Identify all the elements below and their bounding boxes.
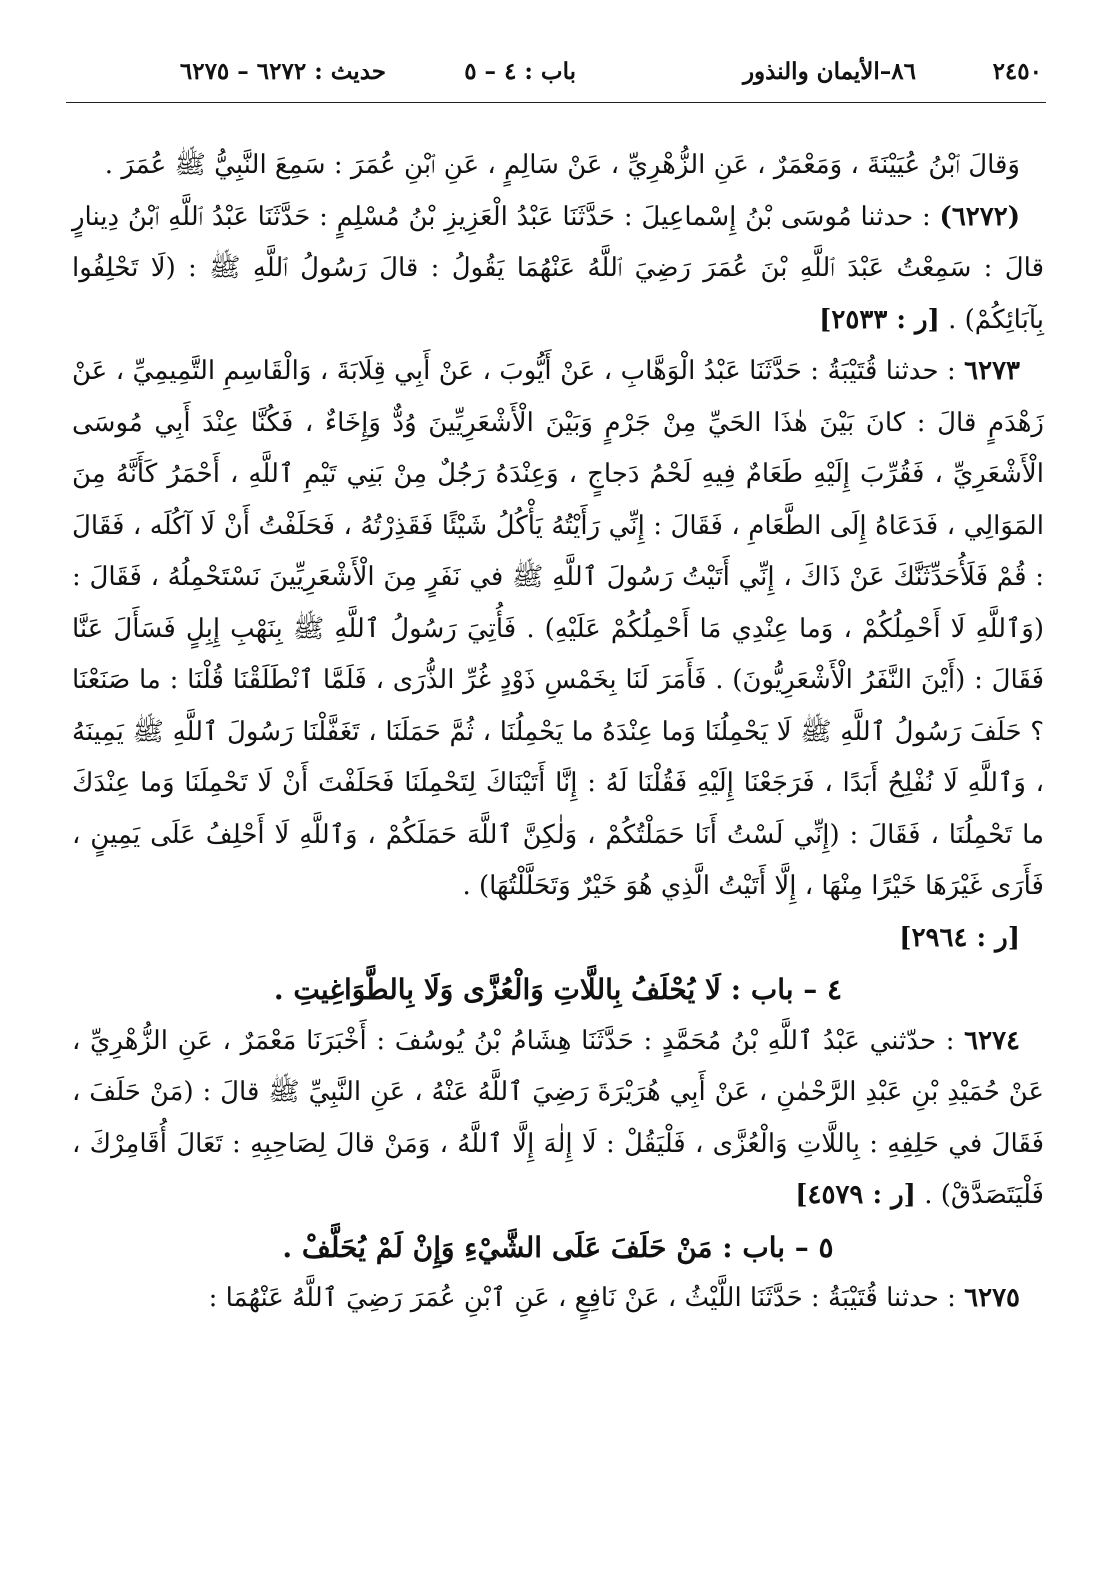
header-divider — [66, 102, 1046, 103]
book-title: ٨٦–الأيمان والنذور — [742, 58, 916, 85]
cross-reference-line — [72, 913, 1044, 965]
hadith-6273 — [72, 346, 1044, 913]
hadith-number: (٦٢٧٢) — [939, 201, 1020, 232]
chapter-heading-4: ٤ – باب : لَا يُحْلَفُ بِاللَّاتِ وَالْعُزَّى وَلَا بِالطَّوَاغِيتِ . — [273, 973, 843, 1006]
hadith-number: ٦٢٧٤ — [964, 1025, 1020, 1056]
chapter-range: باب : ٤ – ٥ — [464, 58, 576, 85]
cross-reference: [ر : ٢٩٦٤] — [899, 922, 1020, 953]
page-body — [72, 140, 1044, 1325]
hadith-text: : حدثنا قُتَيْبَةُ : حَدَّثَنَا عَبْدُ الْوَهَّابِ ، عَنْ أَيُّوبَ ، عَنْ أَبِي قِلَابَةَ ، وَالْقَاسِمِ التَّمِيمِيِّ ، عَنْ زَهْدَمٍ قالَ : كانَ بَيْنَ هٰذَا الحَيِّ مِنْ جَرْمٍ وَبَيْنَ الْأَشْعَرِيِّينَ وُدٌّ وَإِخَاءٌ ، فَكُنَّا عِنْدَ أَبِي مُوسَى الْأَشْعَرِيِّ ، فَقُرِّبَ إِلَيْهِ طَعَامٌ فِيهِ لَحْمُ دَجاجٍ ، وَعِنْدَهُ رَجُلٌ مِنْ بَنِي تَيْمِ ٱللَّهِ ، أَحْمَرُ كَأَنَّهُ مِنَ المَوَالِي ، فَدَعَاهُ إِلَى الطَّعَامِ ، فَقَالَ : إِنِّي رَأَيْتُهُ يَأْكُلُ شَيْئًا فَقَذِرْتُهُ ، فَحَلَفْتُ أَنْ لَا آكُلَه ، فَقَالَ : قُمْ فَلَأُحَدِّثَنَّكَ عَنْ ذَاكَ ، إِنِّي أَتَيْتُ رَسُولَ ٱللَّهِ ﷺ في نَفَرٍ مِنَ الْأَشْعَرِيِّينَ نَسْتَحْمِلُهُ ، فَقَالَ : (وَٱللَّهِ لَا أَحْمِلُكُمْ ، وَما عِنْدِي مَا أَحْمِلُكُمْ عَلَيْهِ) . فَأُتِيَ رَسُولُ ٱللَّهِ ﷺ بِنَهْبِ إِبِلٍ فَسَأَلَ عَنَّا فَقَالَ : (أَيْنَ النَّفَرُ الْأَشْعَرِيُّونَ) . فَأَمَرَ لَنَا بِخَمْسِ ذَوْدٍ غُرِّ الذُّرَى ، فَلَمَّا ٱنْطَلَقْنَا قُلْنَا : ما صَنَعْنَا ؟ حَلَفَ رَسُولُ ٱللَّهِ ﷺ لَا يَحْمِلُنَا وَما عِنْدَهُ ما يَحْمِلُنَا ، ثُمَّ حَمَلَنَا ، تَغَفَّلْنَا رَسُولَ ٱللَّهِ ﷺ يَمِينَهُ ، وَٱللَّهِ لَا نُفْلِحُ أَبَدًا ، فَرَجَعْنَا إِلَيْهِ فَقُلْنَا لَهُ : إِنَّا أَتَيْنَاكَ لِتَحْمِلَنَا فَحَلَفْتَ أَنْ لَا تَحْمِلَنَا وَما عِنْدَكَ ما تَحْمِلُنَا ، فَقَالَ : (إِنِّي لَسْتُ أَنَا حَمَلْتُكُمْ ، وَلٰكِنَّ ٱللَّهَ حَمَلَكُمْ ، وَٱللَّهِ لَا أَحْلِفُ عَلَى يَمِينٍ ، فَأَرَى غَيْرَهَا خَيْرًا مِنْهَا ، إِلَّا أَتَيْتُ الَّذِي هُوَ خَيْرٌ وَتَحَلَّلْتُهَا) . — [72, 356, 1044, 901]
hadith-text: : حدّثني عَبْدُ ٱللَّهِ بْنُ مُحَمَّدٍ : حَدَّثَنَا هِشَامُ بْنُ يُوسُفَ : أَخْبَرَنَا مَعْمَرٌ ، عَنِ الزُّهْرِيِّ ، عَنْ حُمَيْدِ بْنِ عَبْدِ الرَّحْمٰنِ ، عَنْ أَبِي هُرَيْرَةَ رَضِيَ ٱللَّهُ عَنْهُ ، عَنِ النَّبِيِّ ﷺ قالَ : (مَنْ حَلَفَ ، فَقَالَ في حَلِفِهِ : بِاللَّاتِ وَالْعُزَّى ، فَلْيَقُلْ : لَا إِلٰهَ إِلَّا ٱللَّهُ ، وَمَنْ قالَ لِصَاحِبِهِ : تَعَالَ أُقَامِرْكَ ، فَلْيَتَصَدَّقْ) . — [72, 1025, 1044, 1210]
hadith-range: حديث : ٦٢٧٢ – ٦٢٧٥ — [179, 58, 386, 85]
narration-note — [72, 140, 1044, 192]
page-header — [66, 52, 1046, 92]
hadith-text: : حدثنا مُوسَى بْنُ إِسْماعِيلَ : حَدَّثَنَا عَبْدُ الْعَزِيزِ بْنُ مُسْلِمٍ : حَدَّثَنَا عَبْدُ ٱللَّهِ ٱبْنُ دِينارٍ قالَ : سَمِعْتُ عَبْدَ ٱللَّهِ بْنَ عُمَرَ رَضِيَ ٱللَّهُ عَنْهُمَا يَقُولُ : قالَ رَسُولُ ٱللَّهِ ﷺ : (لَا تَحْلِفُوا بِآبَائِكُمْ) . — [72, 201, 1044, 335]
hadith-6275 — [72, 1273, 1044, 1325]
cross-reference: [ر : ٤٥٧٩] — [795, 1180, 916, 1210]
page-number: ٢٤٥٠ — [992, 58, 1042, 85]
narration-text: وَقالَ ٱبْنُ عُيَيْنَةَ ، وَمَعْمَرٌ ، عَنِ الزُّهْرِيِّ ، عَنْ سَالِمٍ ، عَنِ ٱبْنِ عُمَرَ : سَمِعَ النَّبِيُّ ﷺ عُمَرَ . — [104, 150, 1020, 180]
chapter-heading-5: ٥ – باب : مَنْ حَلَفَ عَلَى الشَّيْءِ وَإِنْ لَمْ يُحَلَّفْ . — [282, 1230, 834, 1264]
hadith-6274 — [72, 1016, 1044, 1222]
hadith-number: ٦٢٧٣ — [964, 356, 1020, 386]
hadith-number: ٦٢٧٥ — [964, 1283, 1020, 1313]
cross-reference: [ر : ٢٥٣٣] — [819, 304, 940, 335]
hadith-6272 — [72, 192, 1044, 347]
hadith-text: : حدثنا قُتَيْبَةُ : حَدَّثَنَا اللَّيْثُ ، عَنْ نَافِعٍ ، عَنِ ٱبْنِ عُمَرَ رَضِيَ ٱللَّهُ عَنْهُمَا : — [208, 1283, 965, 1313]
